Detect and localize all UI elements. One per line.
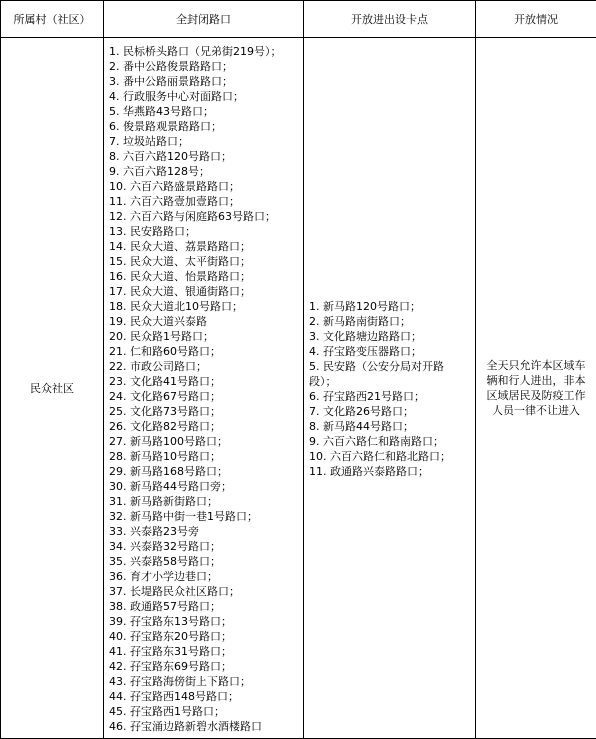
closed-crossing-item: 43. 孖宝路海傍街上下路口； bbox=[109, 675, 251, 688]
closed-crossing-item: 36. 育才小学边巷口； bbox=[109, 570, 218, 583]
closed-crossing-item: 18. 民众大道北10号路口； bbox=[109, 300, 243, 313]
closed-crossing-item: 33. 兴泰路23号旁 bbox=[109, 525, 199, 538]
closed-crossing-item: 27. 新马路100号路口； bbox=[109, 435, 228, 448]
closed-crossing-item: 40. 孖宝路东20号路口； bbox=[109, 630, 232, 643]
closed-crossing-item: 17. 民众大道、银通街路口； bbox=[109, 285, 251, 298]
closed-crossing-item: 26. 文化路82号路口； bbox=[109, 420, 221, 433]
closed-crossing-item: 41. 孖宝路东31号路口； bbox=[109, 645, 232, 658]
header-status: 开放情况 bbox=[476, 1, 596, 38]
closed-crossing-item: 28. 新马路10号路口； bbox=[109, 450, 221, 463]
status-cell: 全天只允许本区域车辆和行人进出，非本区域居民及防疫工作人员一律不让进入 bbox=[476, 38, 596, 739]
closed-crossing-item: 31. 新马路新街路口； bbox=[109, 495, 218, 508]
closed-crossing-item: 24. 文化路67号路口； bbox=[109, 390, 221, 403]
closed-crossing-item: 15. 民众大道、太平街路口； bbox=[109, 255, 251, 268]
closed-crossing-item: 23. 文化路41号路口； bbox=[109, 375, 221, 388]
checkpoint-item: 11. 政通路兴泰路路口； bbox=[309, 465, 429, 478]
closed-crossing-item: 38. 政通路57号路口； bbox=[109, 600, 221, 613]
checkpoint-item: 7. 文化路26号路口； bbox=[309, 405, 414, 418]
checkpoint-item: 段）； bbox=[309, 375, 337, 388]
checkpoint-item: 1. 新马路120号路口； bbox=[309, 300, 421, 313]
closed-crossing-item: 16. 民众大道、怡景路路口； bbox=[109, 270, 251, 283]
village-cell: 民众社区 bbox=[1, 38, 104, 739]
closed-crossing-item: 12. 六百六路与闲庭路63号路口； bbox=[109, 210, 276, 223]
closed-crossing-item: 8. 六百六路120号路口； bbox=[109, 150, 232, 163]
closed-crossing-item: 4. 行政服务中心对面路口； bbox=[109, 90, 244, 103]
closed-crossing-item: 21. 仁和路60号路口； bbox=[109, 345, 221, 358]
closed-crossing-item: 7. 垃圾站路口； bbox=[109, 135, 189, 148]
checkpoint-item: 8. 新马路44号路口； bbox=[309, 420, 414, 433]
closed-crossing-item: 29. 新马路168号路口； bbox=[109, 465, 228, 478]
closed-crossing-item: 10. 六百六路盛景路路口； bbox=[109, 180, 240, 193]
closed-crossing-item: 35. 兴泰路58号路口； bbox=[109, 555, 221, 568]
closed-crossing-item: 1. 民标桥头路口（兄弟街219号）； bbox=[109, 45, 282, 58]
closed-crossings-cell bbox=[104, 38, 304, 739]
closed-crossing-item: 39. 孖宝路东13号路口； bbox=[109, 615, 232, 628]
header-village: 所属村（社区） bbox=[1, 1, 104, 38]
checkpoints-cell bbox=[304, 38, 476, 739]
header-checkpoints: 开放进出设卡点 bbox=[304, 1, 476, 38]
table-header-row bbox=[1, 1, 596, 38]
closed-crossing-item: 9. 六百六路128号； bbox=[109, 165, 210, 178]
closed-crossing-item: 32. 新马路中街一巷1号路口； bbox=[109, 510, 258, 523]
closed-crossings-list bbox=[109, 44, 303, 734]
table-row bbox=[1, 38, 596, 739]
closed-crossing-item: 22. 市政公司路口； bbox=[109, 360, 207, 373]
checkpoint-item: 6. 孖宝路西21号路口； bbox=[309, 390, 425, 403]
checkpoint-item: 2. 新马路南街路口； bbox=[309, 315, 411, 328]
closed-crossing-item: 46. 孖宝涌边路新碧水酒楼路口 bbox=[109, 720, 262, 733]
closed-crossing-item: 45. 孖宝路西1号路口； bbox=[109, 705, 225, 718]
closed-crossing-item: 6. 俊景路观景路路口； bbox=[109, 120, 222, 133]
closed-crossing-item: 11. 六百六路壹加壹路口； bbox=[109, 195, 240, 208]
closed-crossing-item: 37. 长堤路民众社区路口； bbox=[109, 585, 240, 598]
closed-crossing-item: 3. 番中公路丽景路路口； bbox=[109, 75, 233, 88]
checkpoint-item: 4. 孖宝路变压器路口； bbox=[309, 345, 422, 358]
checkpoint-item: 5. 民安路（公安分局对开路 bbox=[309, 360, 444, 373]
closed-crossing-item: 34. 兴泰路32号路口； bbox=[109, 540, 221, 553]
checkpoint-item: 9. 六百六路仁和路南路口； bbox=[309, 435, 444, 448]
closed-crossing-item: 14. 民众大道、荔景路路口； bbox=[109, 240, 251, 253]
closed-crossing-item: 19. 民众大道兴泰路 bbox=[109, 315, 207, 328]
closed-crossing-item: 30. 新马路44号路口旁； bbox=[109, 480, 232, 493]
closed-crossing-item: 25. 文化路73号路口； bbox=[109, 405, 221, 418]
checkpoints-list bbox=[309, 299, 475, 479]
closed-crossing-item: 13. 民安路路口； bbox=[109, 225, 196, 238]
checkpoint-item: 10. 六百六路仁和路北路口； bbox=[309, 450, 451, 463]
checkpoint-item: 3. 文化路塘边路路口； bbox=[309, 330, 422, 343]
closed-crossing-item: 2. 番中公路俊景路路口； bbox=[109, 60, 233, 73]
closed-crossing-item: 42. 孖宝路东69号路口； bbox=[109, 660, 232, 673]
header-closed-crossings: 全封闭路口 bbox=[104, 1, 304, 38]
closed-crossing-item: 44. 孖宝路西148号路口； bbox=[109, 690, 239, 703]
closed-crossing-item: 20. 民众路1号路口； bbox=[109, 330, 214, 343]
closed-crossing-item: 5. 华燕路43号路口； bbox=[109, 105, 214, 118]
